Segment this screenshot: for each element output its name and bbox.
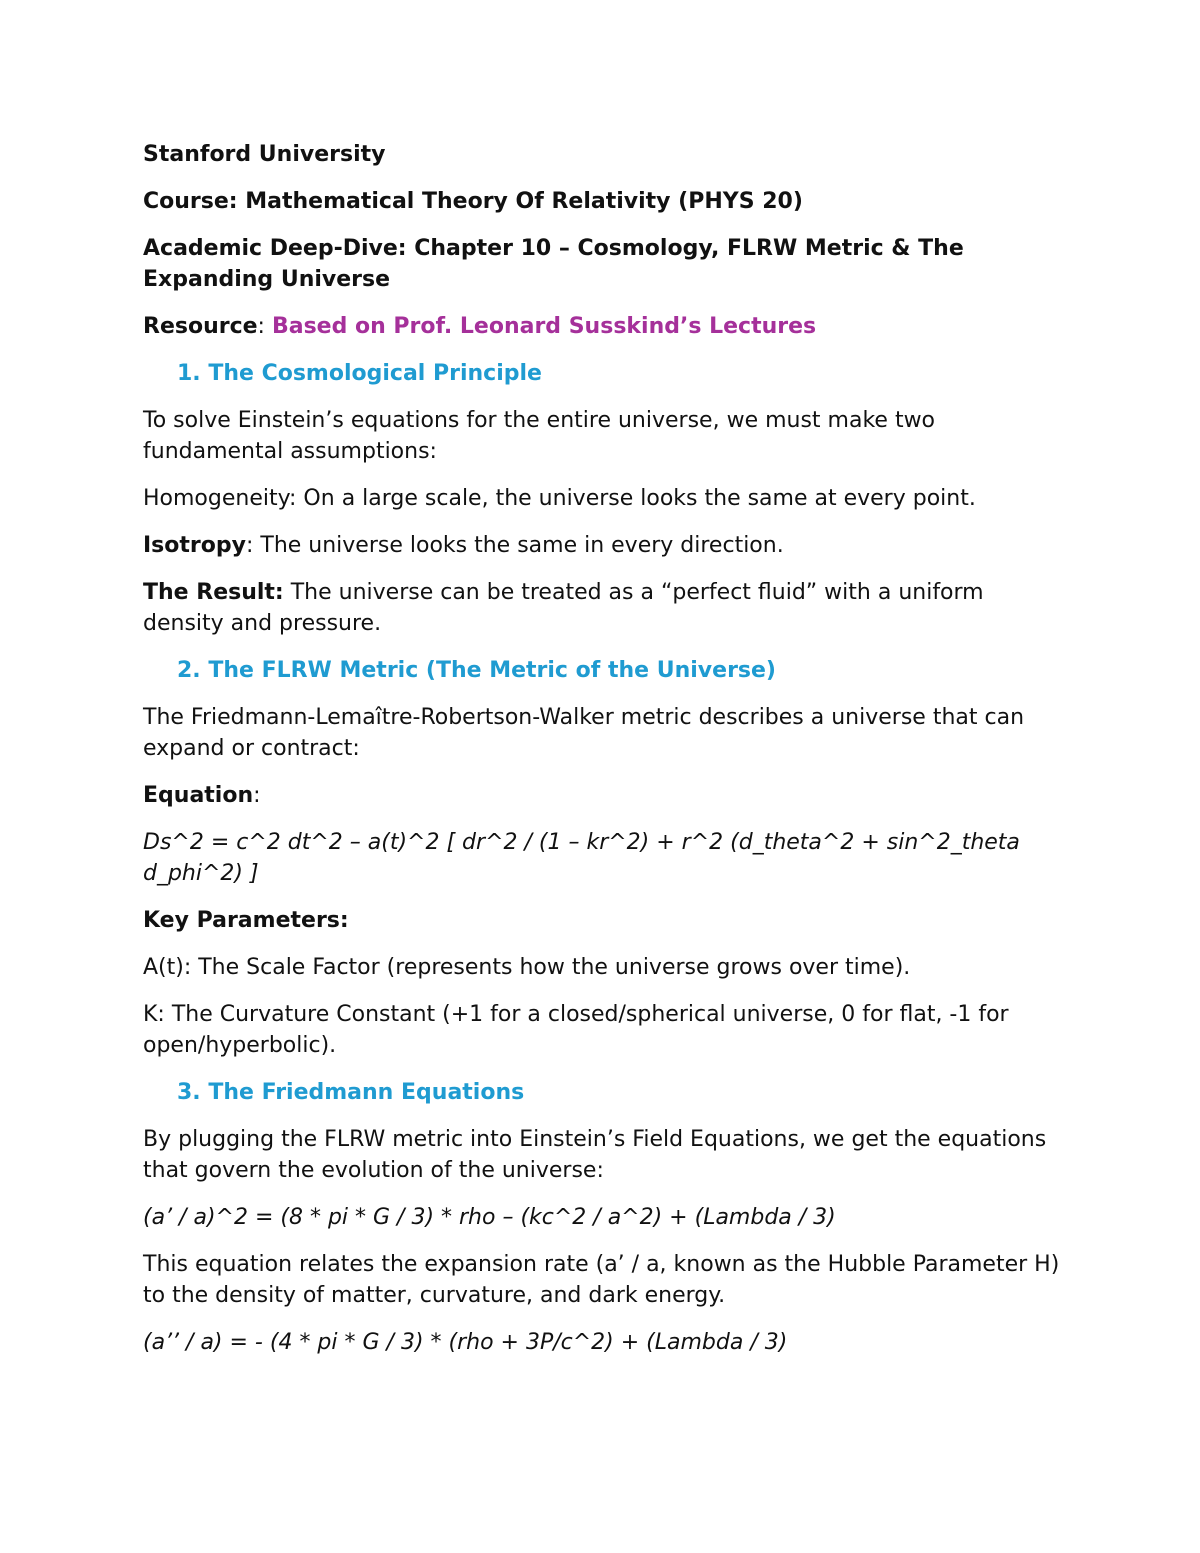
resource-value: Based on Prof. Leonard Susskind’s Lectures bbox=[271, 314, 817, 339]
resource-separator: : bbox=[257, 314, 272, 339]
isotropy-text: : The universe looks the same in every direction. bbox=[245, 533, 784, 558]
result-line bbox=[143, 577, 1063, 639]
section2-intro: The Friedmann-Lemaître-Robertson-Walker metric describes a universe that can expand or contract: bbox=[143, 705, 1025, 761]
result-text: The universe can be treated as a “perfect fluid” with a uniform density and pressure. bbox=[143, 580, 984, 636]
section-heading-flrw-metric: 2. The FLRW Metric (The Metric of the Universe) bbox=[177, 658, 776, 683]
flrw-equation: Ds^2 = c^2 dt^2 – a(t)^2 [ dr^2 / (1 – kr^2) + r^2 (d_theta^2 + sin^2_theta d_phi^2) ] bbox=[143, 830, 1020, 886]
section3-intro: By plugging the FLRW metric into Einstein’s Field Equations, we get the equations that govern the evolution of the universe: bbox=[143, 1127, 1047, 1183]
section-heading-friedmann-equations: 3. The Friedmann Equations bbox=[177, 1080, 525, 1105]
section1-intro: To solve Einstein’s equations for the entire universe, we must make two fundamental assumptions: bbox=[143, 408, 936, 464]
homogeneity-text: Homogeneity: On a large scale, the universe looks the same at every point. bbox=[143, 486, 976, 511]
deep-dive-title: Academic Deep-Dive: Chapter 10 – Cosmology, FLRW Metric & The Expanding Universe bbox=[143, 236, 964, 292]
isotropy-label: Isotropy bbox=[143, 533, 246, 558]
key-parameters-label: Key Parameters: bbox=[143, 908, 349, 933]
equation-label-separator: : bbox=[253, 783, 261, 808]
institution-title: Stanford University bbox=[143, 142, 386, 167]
result-label: The Result: bbox=[143, 580, 284, 605]
document-page bbox=[143, 139, 1063, 1358]
course-title: Course: Mathematical Theory Of Relativity (PHYS 20) bbox=[143, 189, 803, 214]
resource-line bbox=[143, 311, 1063, 342]
resource-label: Resource bbox=[143, 314, 258, 339]
param-scale-factor: A(t): The Scale Factor (represents how the universe grows over time). bbox=[143, 955, 911, 980]
equation-label-line bbox=[143, 780, 1063, 811]
section-heading-cosmological-principle: 1. The Cosmological Principle bbox=[177, 361, 542, 386]
param-curvature: K: The Curvature Constant (+1 for a closed/spherical universe, 0 for flat, -1 for open/hyperbolic). bbox=[143, 1002, 1009, 1058]
isotropy-line bbox=[143, 530, 1063, 561]
equation-label: Equation bbox=[143, 783, 254, 808]
friedmann-equation-1-note: This equation relates the expansion rate (a’ / a, known as the Hubble Parameter H) to the density of matter, curvature, and dark energy. bbox=[143, 1252, 1060, 1308]
friedmann-equation-2: (a’’ / a) = - (4 * pi * G / 3) * (rho + 3P/c^2) + (Lambda / 3) bbox=[143, 1330, 788, 1355]
friedmann-equation-1: (a’ / a)^2 = (8 * pi * G / 3) * rho – (kc^2 / a^2) + (Lambda / 3) bbox=[143, 1205, 836, 1230]
